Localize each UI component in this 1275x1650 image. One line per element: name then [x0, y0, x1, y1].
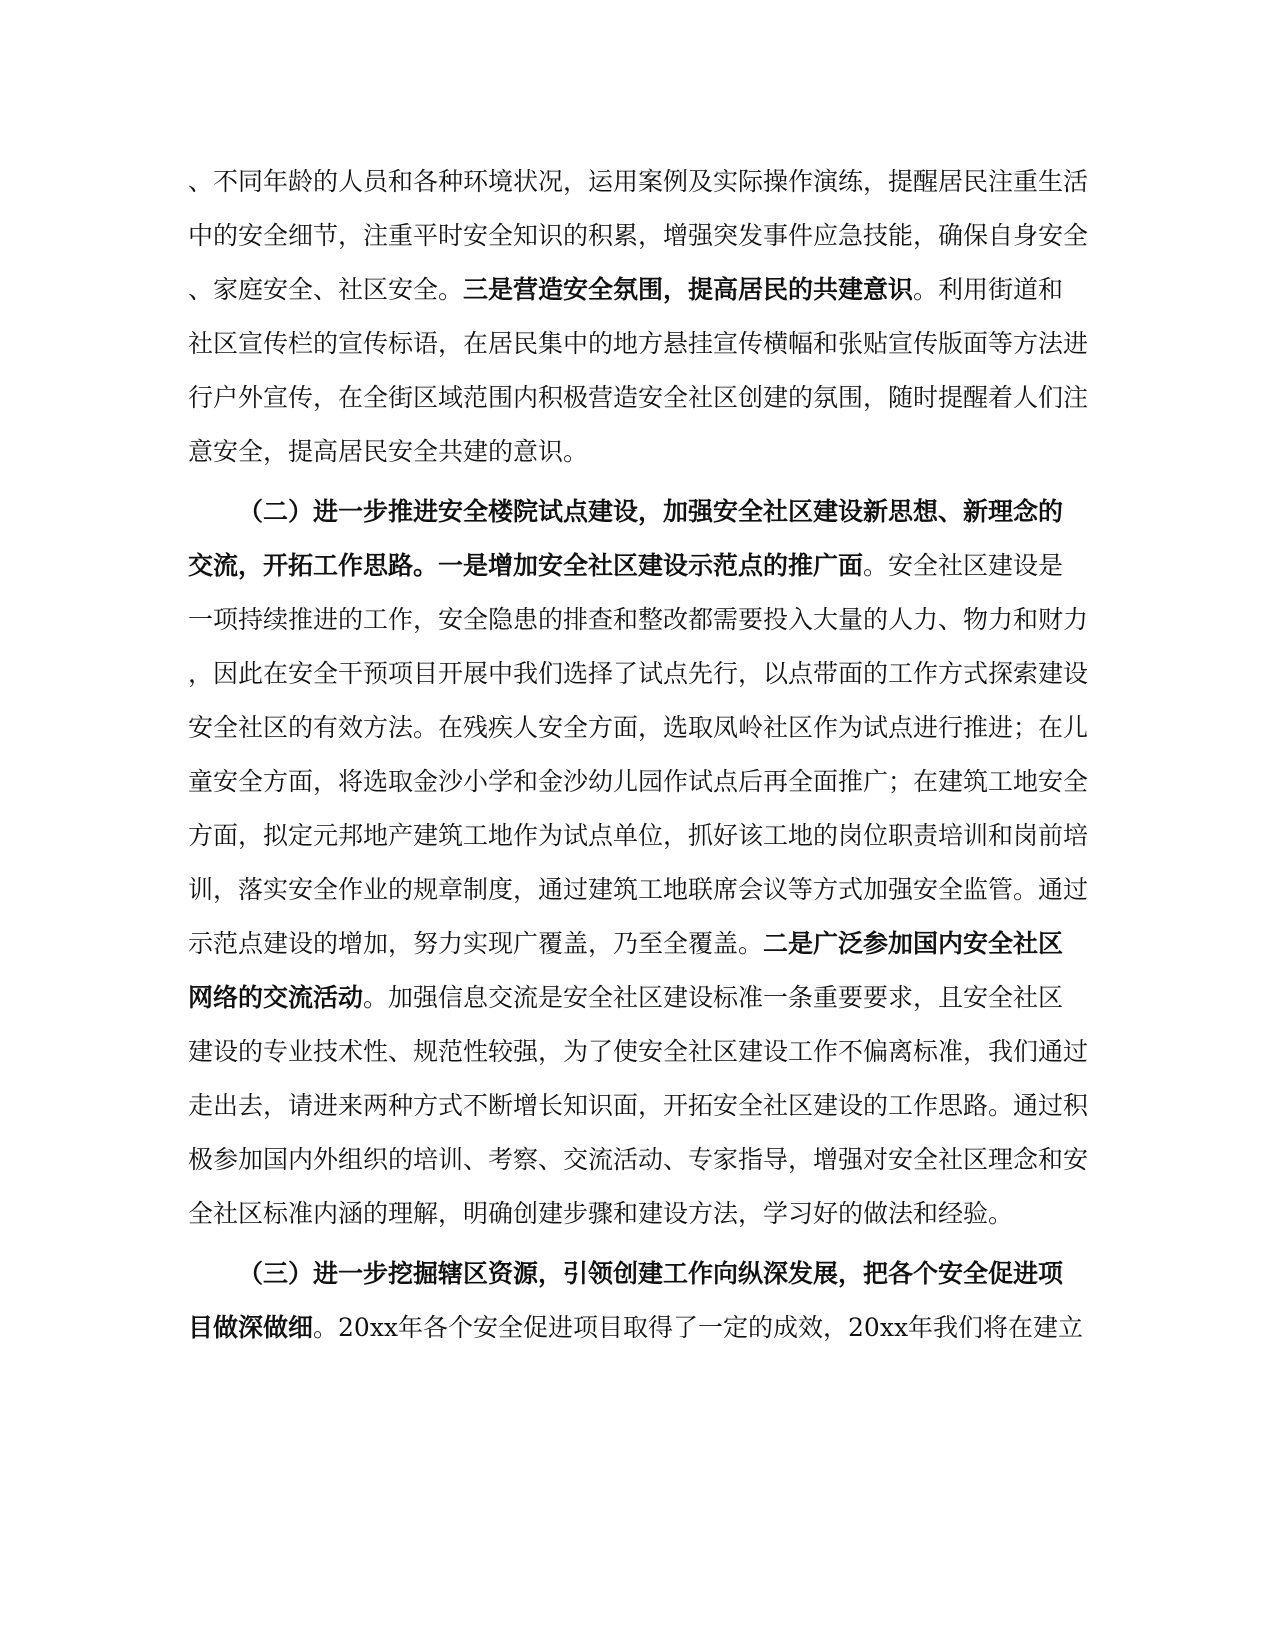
text-line: 行户外宣传，在全街区域范围内积极营造安全社区创建的氛围，随时提醒着人们注 [188, 383, 1089, 412]
text-line: ，因此在安全干预项目开展中我们选择了试点先行，以点带面的工作方式探索建设 [188, 659, 1089, 688]
text-line: 方面，拟定元邦地产建筑工地作为试点单位，抓好该工地的岗位职责培训和岗前培 [188, 821, 1089, 850]
text-line: 建设的专业技术性、规范性较强，为了使安全社区建设工作不偏离标准，我们通过 [188, 1037, 1089, 1066]
text-line: 示范点建设的增加，努力实现广覆盖，乃至全覆盖。二是广泛参加国内安全社区 [188, 929, 1064, 958]
text-line: 安全社区的有效方法。在残疾人安全方面，选取凤岭社区作为试点进行推进；在儿 [188, 713, 1089, 742]
text-line: 、不同年龄的人员和各种环境状况，运用案例及实际操作演练，提醒居民注重生活 [188, 167, 1089, 196]
section-heading: （二）进一步推进安全楼院试点建设，加强安全社区建设新思想、新理念的 [238, 497, 1064, 526]
text-line: 训，落实安全作业的规章制度，通过建筑工地联席会议等方式加强安全监管。通过 [188, 875, 1089, 904]
text-line: 全社区标准内涵的理解，明确创建步骤和建设方法，学习好的做法和经验。 [188, 1199, 1014, 1228]
text-line: 一项持续推进的工作，安全隐患的排查和整改都需要投入大量的人力、物力和财力 [188, 605, 1089, 634]
text-line: 、家庭安全、社区安全。三是营造安全氛围，提高居民的共建意识。利用街道和 [188, 275, 1064, 304]
section-heading: （三）进一步挖掘辖区资源，引领创建工作向纵深发展，把各个安全促进项 [238, 1259, 1064, 1288]
text-line: 意安全，提高居民安全共建的意识。 [188, 437, 589, 466]
text-line: 童安全方面，将选取金沙小学和金沙幼儿园作试点后再全面推广；在建筑工地安全 [188, 767, 1089, 796]
text-line: 目做深做细。20xx年各个安全促进项目取得了一定的成效，20xx年我们将在建立 [188, 1313, 1084, 1342]
text-line: 中的安全细节，注重平时安全知识的积累，增强突发事件应急技能，确保自身安全 [188, 221, 1089, 250]
text-line: 交流，开拓工作思路。一是增加安全社区建设示范点的推广面。安全社区建设是 [188, 551, 1064, 580]
text-line: 社区宣传栏的宣传标语，在居民集中的地方悬挂宣传横幅和张贴宣传版面等方法进 [188, 329, 1089, 358]
text-line: 走出去，请进来两种方式不断增长知识面，开拓安全社区建设的工作思路。通过积 [188, 1091, 1089, 1120]
text-line: 网络的交流活动。加强信息交流是安全社区建设标准一条重要要求，且安全社区 [188, 983, 1064, 1012]
text-line: 极参加国内外组织的培训、考察、交流活动、专家指导，增强对安全社区理念和安 [188, 1145, 1089, 1174]
